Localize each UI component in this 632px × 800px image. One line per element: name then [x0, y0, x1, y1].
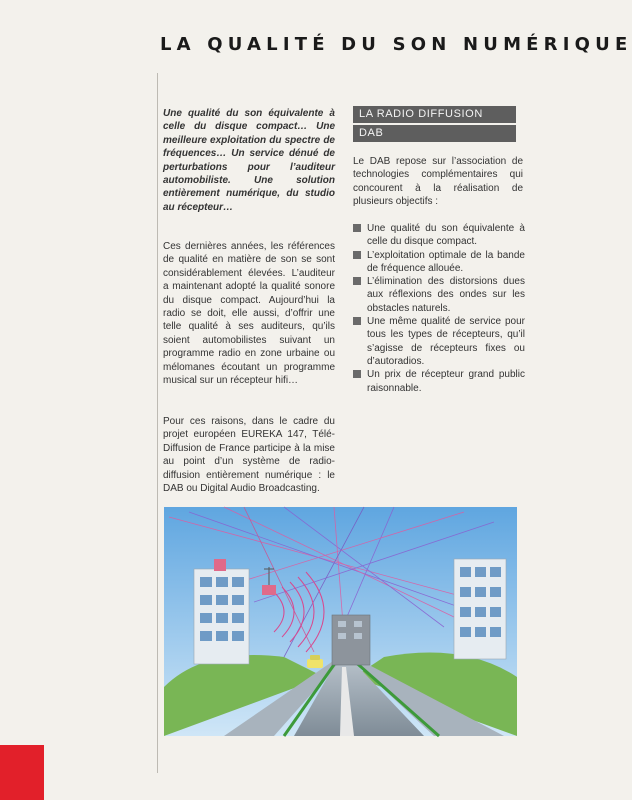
paragraph-2: Pour ces raisons, dans le cadre du projet européen EUREKA 147, Télé-Diffusion de France participe à la mise au point d’un système de radio-diffusion entièrement numérique : le DAB ou Digital Audio Broadcasting.: [163, 416, 335, 495]
objectives-list: [353, 222, 525, 395]
section-header-box: [353, 106, 516, 142]
intro-text: Une qualité du son équivalente à celle du disque compact… Une meilleure exploitation du spectre de fréquences… Un service dénué de perturbations pour l’auditeur automobiliste. Une solution entièrement numérique, du studio au récepteur…: [163, 108, 335, 213]
square-bullet-icon: [353, 370, 361, 378]
red-corner-tab: [0, 745, 44, 800]
section-header-line1: LA RADIO DIFFUSION: [353, 106, 516, 123]
square-bullet-icon: [353, 224, 361, 232]
center-building: [332, 615, 370, 665]
list-item: [353, 249, 525, 276]
list-item: [353, 275, 525, 315]
list-item-text: Une même qualité de service pour tous les types de récepteurs, qu’il s’agisse de récepteurs fixes ou d’autoradios.: [367, 316, 525, 367]
paragraph-1: Ces dernières années, les références de qualité en matière de son se sont considérablement élevées. L’auditeur a maintenant adopté la qualité sonore du disque compact. Aujourd’hui la radio se doit, elle aussi, d’offrir une telle qualité à ses auditeurs, qu’ils soient automobilistes suivant un programme radio en zone urbaine ou mélomanes écoutant un programme musical sur un récepteur hifi…: [163, 241, 335, 387]
list-item: [353, 368, 525, 395]
list-item: [353, 315, 525, 368]
column-divider: [157, 73, 158, 773]
section-header-line2: DAB: [353, 125, 516, 142]
left-building: [194, 559, 249, 664]
list-item-text: L’exploitation optimale de la bande de fréquence allouée.: [367, 249, 525, 274]
square-bullet-icon: [353, 277, 361, 285]
right-intro-text: Le DAB repose sur l’association de technologies complémentaires qui concourent à la réalisation de plusieurs objectifs :: [353, 156, 523, 207]
list-item: [353, 222, 525, 249]
list-item-text: Un prix de récepteur grand public raisonnable.: [367, 369, 525, 394]
dab-broadcast-illustration: [164, 507, 517, 736]
square-bullet-icon: [353, 317, 361, 325]
page-title: LA QUALITÉ DU SON NUMÉRIQUE: [160, 34, 632, 55]
square-bullet-icon: [353, 251, 361, 259]
right-building: [454, 559, 506, 659]
list-item-text: L’élimination des distorsions dues aux réflexions des ondes sur les obstacles naturels.: [367, 276, 525, 314]
list-item-text: Une qualité du son équivalente à celle du disque compact.: [367, 223, 525, 248]
